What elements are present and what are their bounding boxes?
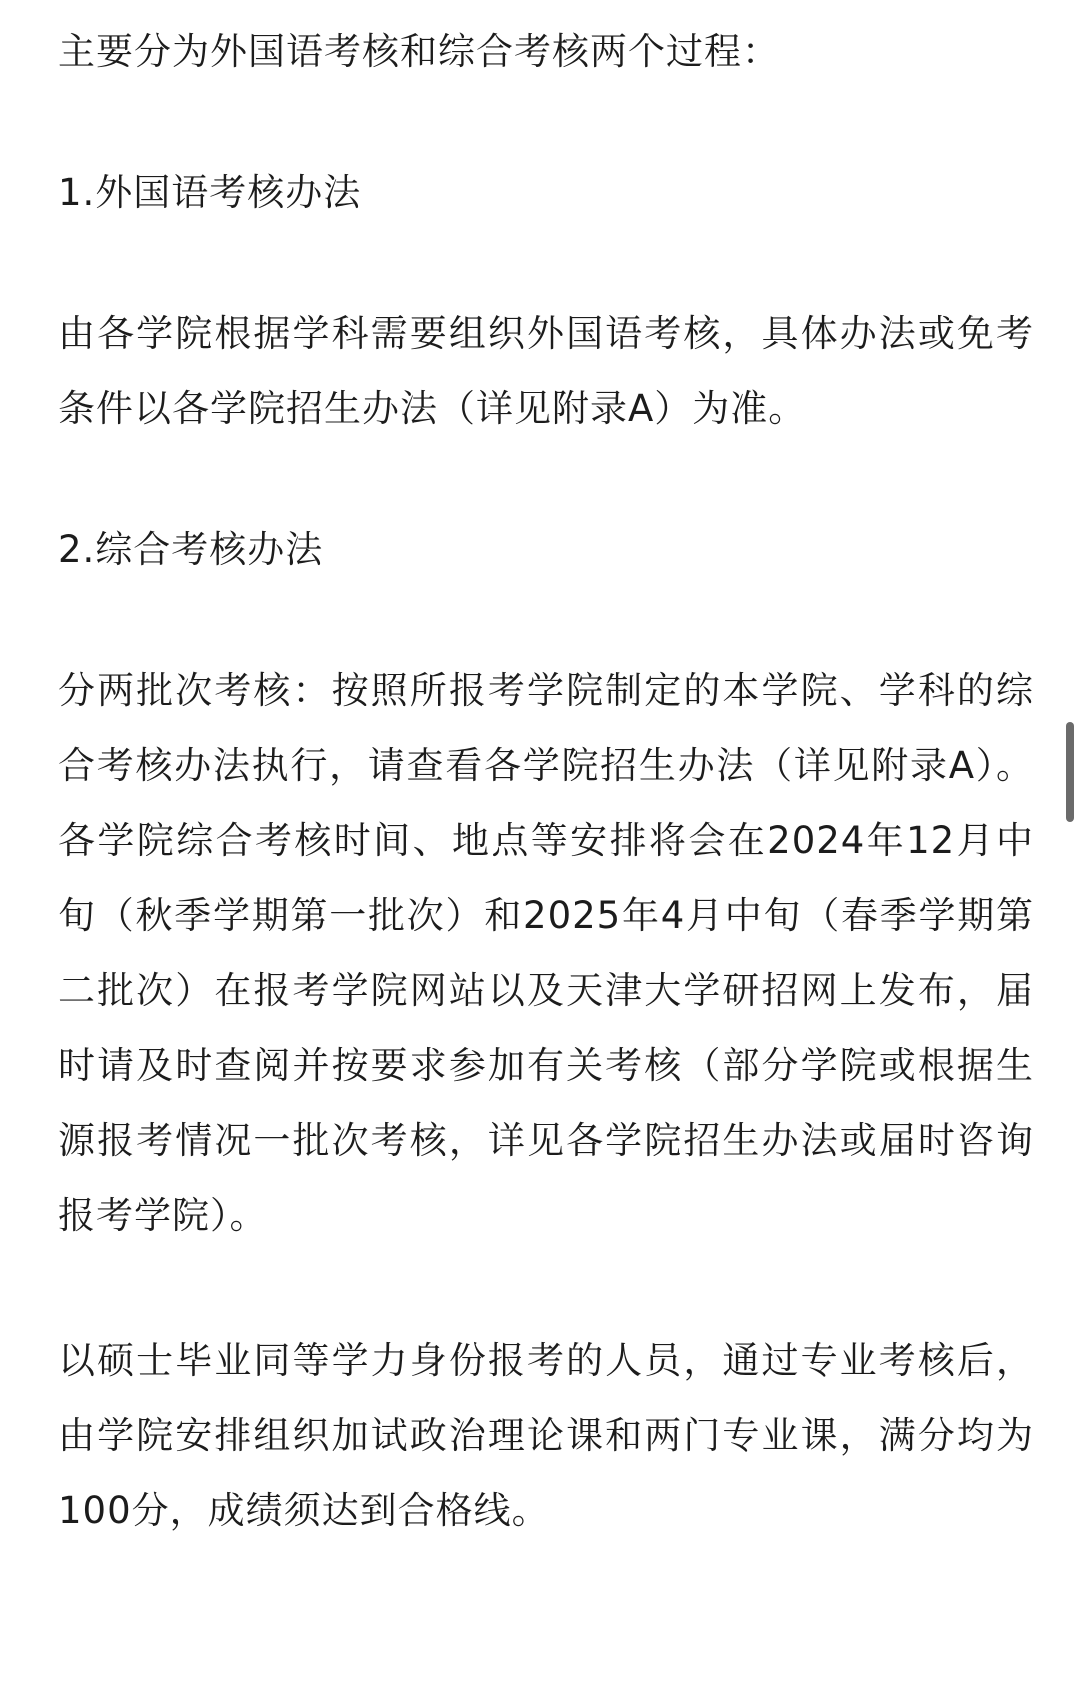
section1-heading: 1.外国语考核办法 bbox=[58, 171, 362, 214]
section1-body: 由各学院根据学科需要组织外国语考核，具体办法或免考条件以各学院招生办法（详见附录A）为准。 bbox=[58, 312, 1034, 430]
scrollbar-thumb[interactable] bbox=[1066, 722, 1074, 822]
paragraph-spacer bbox=[58, 230, 1034, 296]
paragraph-spacer bbox=[58, 1253, 1034, 1323]
article-content bbox=[58, 14, 1034, 1548]
paragraph-spacer bbox=[58, 446, 1034, 512]
section2-extra: 以硕士毕业同等学力身份报考的人员，通过专业考核后，由学院安排组织加试政治理论课和两门专业课，满分均为100分，成绩须达到合格线。 bbox=[58, 1339, 1034, 1532]
section2-heading: 2.综合考核办法 bbox=[58, 528, 324, 571]
paragraph-spacer bbox=[58, 89, 1034, 155]
section2-body: 分两批次考核：按照所报考学院制定的本学院、学科的综合考核办法执行，请查看各学院招生办法（详见附录A）。各学院综合考核时间、地点等安排将会在2024年12月中旬（秋季学期第一批次）和2025年4月中旬（春季学期第二批次）在报考学院网站以及天津大学研招网上发布，届时请及时查阅并按要求参加有关考核（部分学院或根据生源报考情况一批次考核，详见各学院招生办法或届时咨询报考学院）。 bbox=[58, 669, 1034, 1237]
intro-paragraph: 主要分为外国语考核和综合考核两个过程： bbox=[58, 30, 780, 73]
paragraph-spacer bbox=[58, 587, 1034, 653]
